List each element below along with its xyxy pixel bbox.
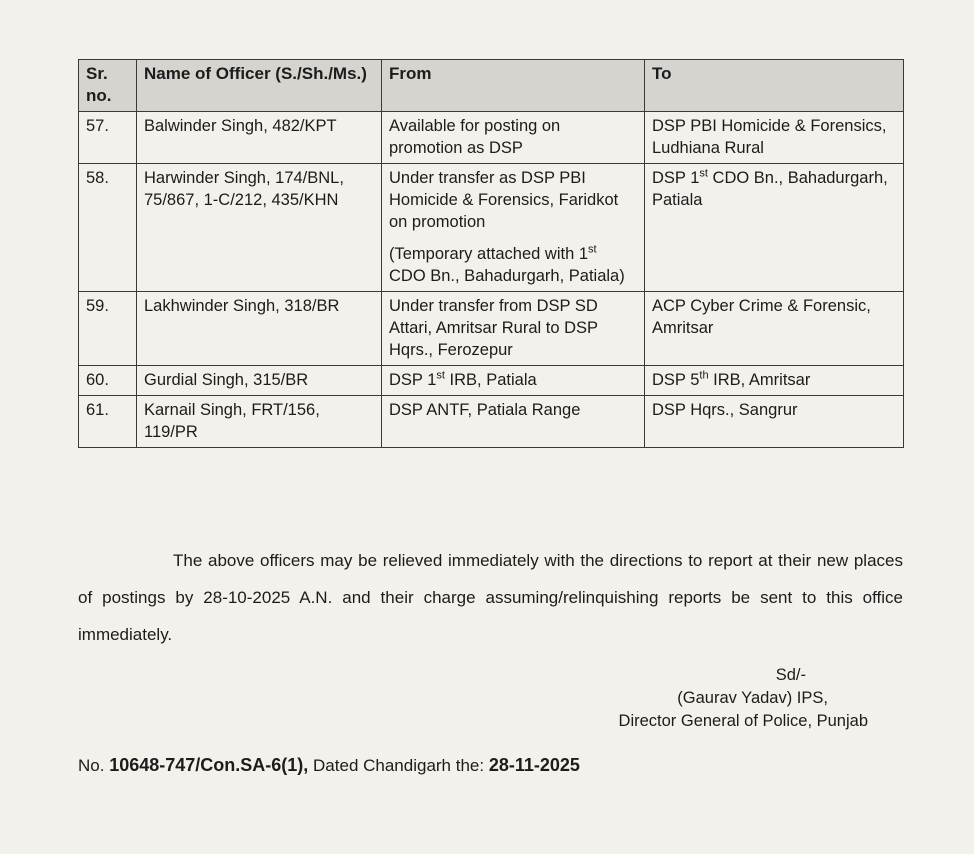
cell-sr: 57. [79, 112, 137, 164]
cell-name: Lakhwinder Singh, 318/BR [137, 292, 382, 366]
cell-from: Under transfer from DSP SD Attari, Amritsar Rural to DSP Hqrs., Ferozepur [382, 292, 645, 366]
cell-to: DSP PBI Homicide & Forensics, Ludhiana Rural [645, 112, 904, 164]
cell-sr: 60. [79, 366, 137, 396]
cell-name: Balwinder Singh, 482/KPT [137, 112, 382, 164]
from-pre: DSP 1 [389, 371, 437, 389]
table-row [79, 292, 904, 366]
from-text: Under transfer as DSP PBI Homicide & Forensics, Faridkot on promotion [389, 169, 619, 231]
cell-name: Gurdial Singh, 315/BR [137, 366, 382, 396]
to-post: CDO Bn., Bahadurgarh, Patiala [652, 169, 888, 209]
cell-sr: 59. [79, 292, 137, 366]
cell-sr: 58. [79, 164, 137, 292]
instruction-paragraph: The above officers may be relieved immediately with the directions to report at their new places of postings by 28-10-2025 A.N. and their charge assuming/relinquishing reports be sent to this office immediately. [78, 551, 903, 644]
table-row [79, 112, 904, 164]
cell-to: DSP Hqrs., Sangrur [645, 396, 904, 448]
from-note-pre: (Temporary attached with 1 [389, 245, 589, 263]
from-post: IRB, Patiala [444, 371, 537, 389]
ordinal-sup: th [699, 369, 709, 382]
table-row [79, 396, 904, 448]
cell-to: ACP Cyber Crime & Forensic, Amritsar [645, 292, 904, 366]
cell-from: DSP ANTF, Patiala Range [382, 396, 645, 448]
dated-label: Dated Chandigarh the: [313, 756, 485, 775]
cell-from [382, 164, 645, 292]
cell-name: Harwinder Singh, 174/BNL, 75/867, 1-C/212, 435/KHN [137, 164, 382, 292]
cell-to [645, 164, 904, 292]
signatory-designation: Director General of Police, Punjab [618, 712, 868, 730]
ordinal-sup: st [588, 243, 597, 256]
reference-no-label: No. [78, 756, 105, 775]
header-from: From [382, 60, 645, 112]
postings-table [78, 59, 904, 448]
reference-number: 10648-747/Con.SA-6(1), [109, 755, 309, 775]
reference-date: 28-11-2025 [488, 755, 580, 775]
ordinal-sup: st [436, 369, 445, 382]
signature-block [619, 664, 868, 733]
cell-from: Available for posting on promotion as DSP [382, 112, 645, 164]
ordinal-sup: st [699, 167, 708, 180]
cell-from [382, 366, 645, 396]
signatory-name: (Gaurav Yadav) IPS, [677, 689, 828, 707]
table-header-row [79, 60, 904, 112]
cell-sr: 61. [79, 396, 137, 448]
to-post: IRB, Amritsar [708, 371, 811, 389]
table-row [79, 366, 904, 396]
table-row [79, 164, 904, 292]
signature-sd: Sd/- [775, 666, 806, 684]
reference-line [78, 752, 580, 779]
header-sr-no: Sr. no. [79, 60, 137, 112]
from-note [389, 243, 637, 287]
to-pre: DSP 1 [652, 169, 700, 187]
header-to: To [645, 60, 904, 112]
from-note-post: CDO Bn., Bahadurgarh, Patiala) [389, 267, 625, 285]
cell-to [645, 366, 904, 396]
header-name: Name of Officer (S./Sh./Ms.) [137, 60, 382, 112]
to-pre: DSP 5 [652, 371, 700, 389]
cell-name: Karnail Singh, FRT/156, 119/PR [137, 396, 382, 448]
